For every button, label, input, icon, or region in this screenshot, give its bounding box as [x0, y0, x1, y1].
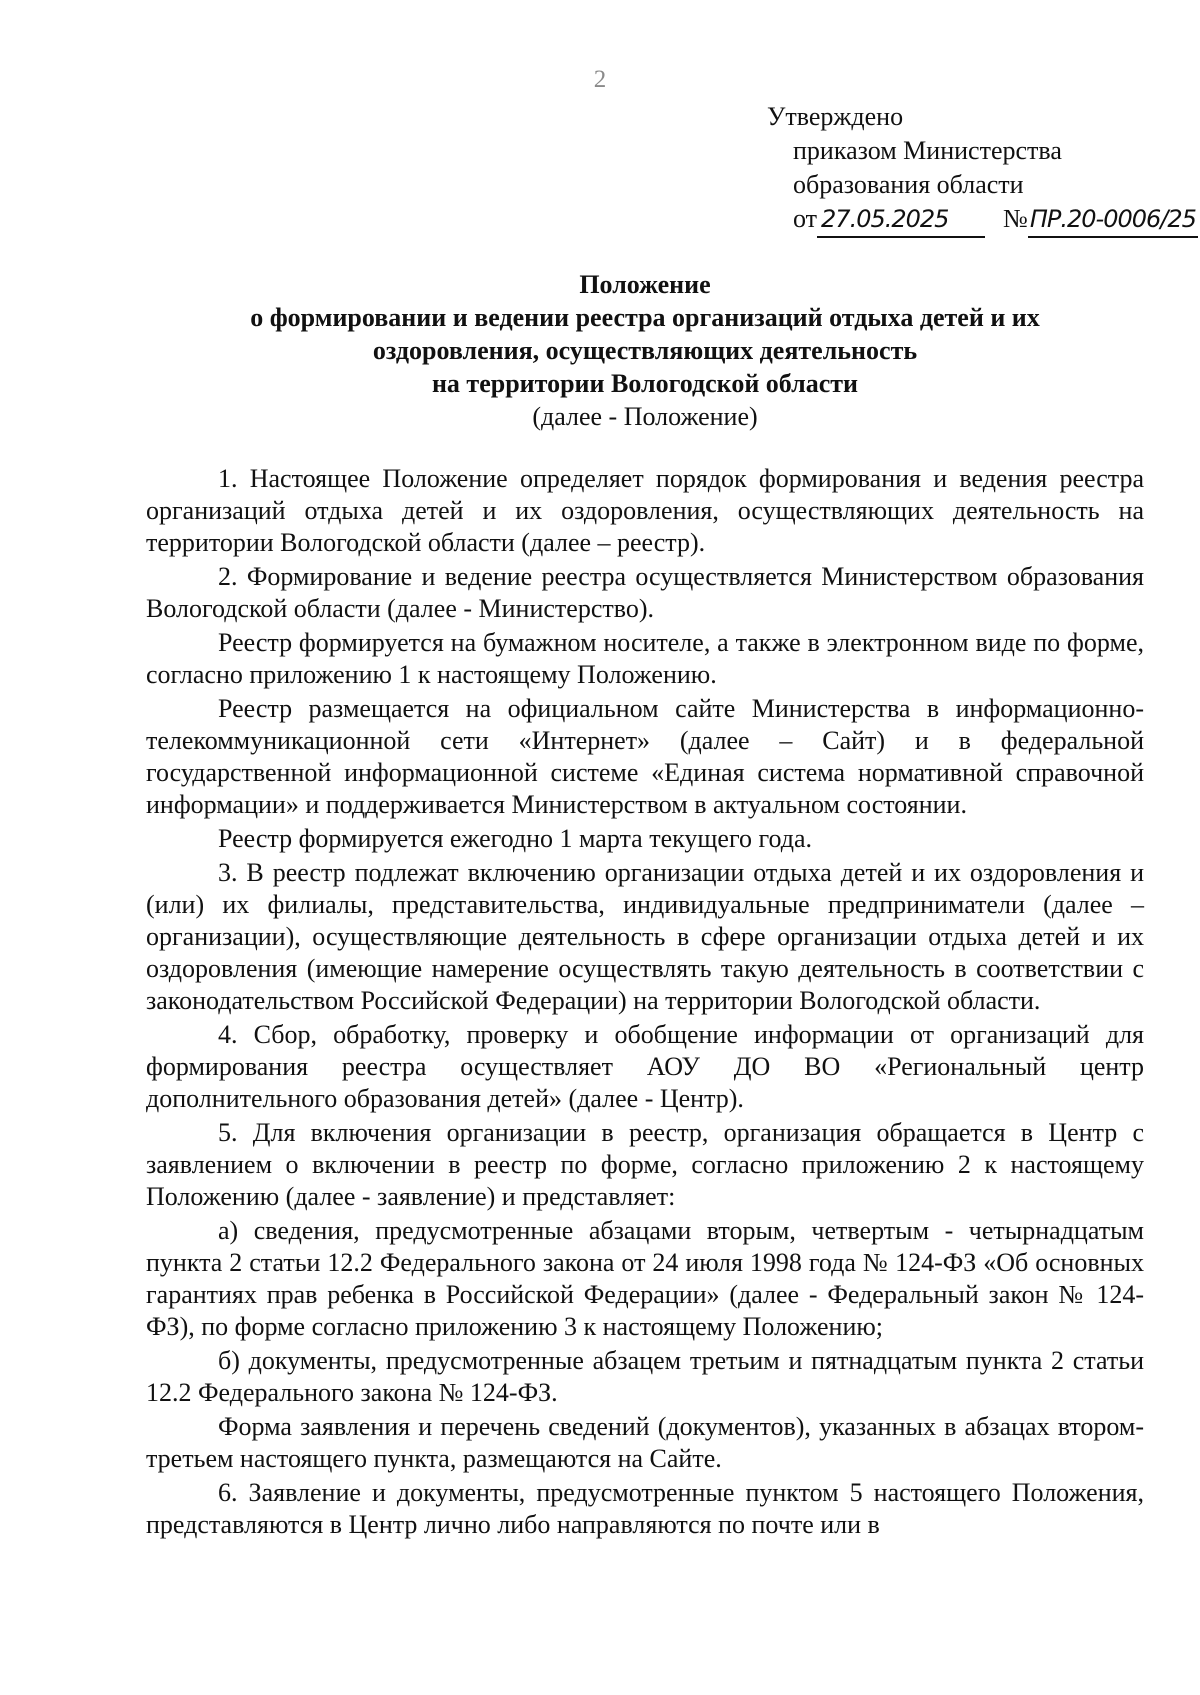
paragraph-7: 4. Сбор, обработку, проверку и обобщение информации от организаций для формирования реестра осуществляет АОУ ДО ВО «Региональный центр дополнительного образования детей» (далее - Центр).	[146, 1020, 1144, 1113]
title-abbreviation-note: (далее - Положение)	[532, 402, 758, 431]
paragraph-5: Реестр формируется ежегодно 1 марта текущего года.	[218, 824, 813, 853]
paragraph-3: Реестр формируется на бумажном носителе, а также в электронном виде по форме, согласно приложению 1 к настоящему Положению.	[146, 628, 1144, 689]
approval-approved-label: Утверждено	[767, 102, 904, 131]
date-prefix: от	[793, 204, 818, 233]
paragraph-8: 5. Для включения организации в реестр, организация обращается в Центр с заявлением о включении в реестр по форме, согласно приложению 2 к настоящему Положению (далее - заявление) и представляет:	[146, 1118, 1144, 1211]
handwritten-date: 27.05.2025	[817, 202, 985, 238]
document-body	[146, 463, 1144, 1541]
paragraph-1: 1. Настоящее Положение определяет порядок формирования и ведения реестра организаций отдыха детей и их оздоровления, осуществляющих деятельность на территории Вологодской области (далее – реестр).	[146, 464, 1144, 557]
title-line-1: Положение	[579, 270, 711, 299]
title-line-4: на территории Вологодской области	[431, 369, 859, 398]
paragraph-9: а) сведения, предусмотренные абзацами вторым, четвертым - четырнадцатым пункта 2 статьи 12.2 Федерального закона от 24 июля 1998 года № 124-ФЗ «Об основных гарантиях прав ребенка в Российской Федерации» (далее - Федеральный закон № 124-ФЗ), по форме согласно приложению 3 к настоящему Положению;	[146, 1216, 1144, 1341]
approval-ministry-line: образования области	[793, 170, 1024, 199]
paragraph-4: Реестр размещается на официальном сайте Министерства в информационно-телекоммуникационной сети «Интернет» (далее – Сайт) и в федеральной государственной информационной системе «Единая система нормативной справочной информации» и поддерживается Министерством в актуальном состоянии.	[146, 694, 1144, 819]
paragraph-11: Форма заявления и перечень сведений (документов), указанных в абзацах втором-третьем настоящего пункта, размещаются на Сайте.	[146, 1412, 1144, 1473]
document-title	[150, 268, 1140, 433]
title-line-3: оздоровления, осуществляющих деятельность	[372, 336, 918, 365]
paragraph-6: 3. В реестр подлежат включению организации отдыха детей и их оздоровления и (или) их филиалы, представительства, индивидуальные предприниматели (далее – организации), осуществляющие деятельность в сфере организации отдыха детей и их оздоровления (имеющие намерение осуществлять такую деятельность в соответствии с законодательством Российской Федерации) на территории Вологодской области.	[146, 858, 1144, 1015]
paragraph-2: 2. Формирование и ведение реестра осуществляется Министерством образования Вологодской области (далее - Министерство).	[146, 562, 1144, 623]
approval-stamp-block	[767, 100, 1198, 238]
paragraph-12: 6. Заявление и документы, предусмотренные пунктом 5 настоящего Положения, представляются в Центр лично либо направляются по почте или в	[146, 1478, 1144, 1539]
approval-date-number-line	[767, 202, 1198, 238]
approval-order-line: приказом Министерства	[793, 136, 1062, 165]
handwritten-order-number: ПР.20-0006/25	[1028, 202, 1198, 238]
page-number: 2	[593, 66, 607, 93]
number-prefix: №	[1003, 204, 1028, 233]
paragraph-10: б) документы, предусмотренные абзацем третьим и пятнадцатым пункта 2 статьи 12.2 Федерального закона № 124-ФЗ.	[146, 1346, 1144, 1407]
title-line-2: о формировании и ведении реестра организаций отдыха детей и их	[250, 303, 1040, 332]
